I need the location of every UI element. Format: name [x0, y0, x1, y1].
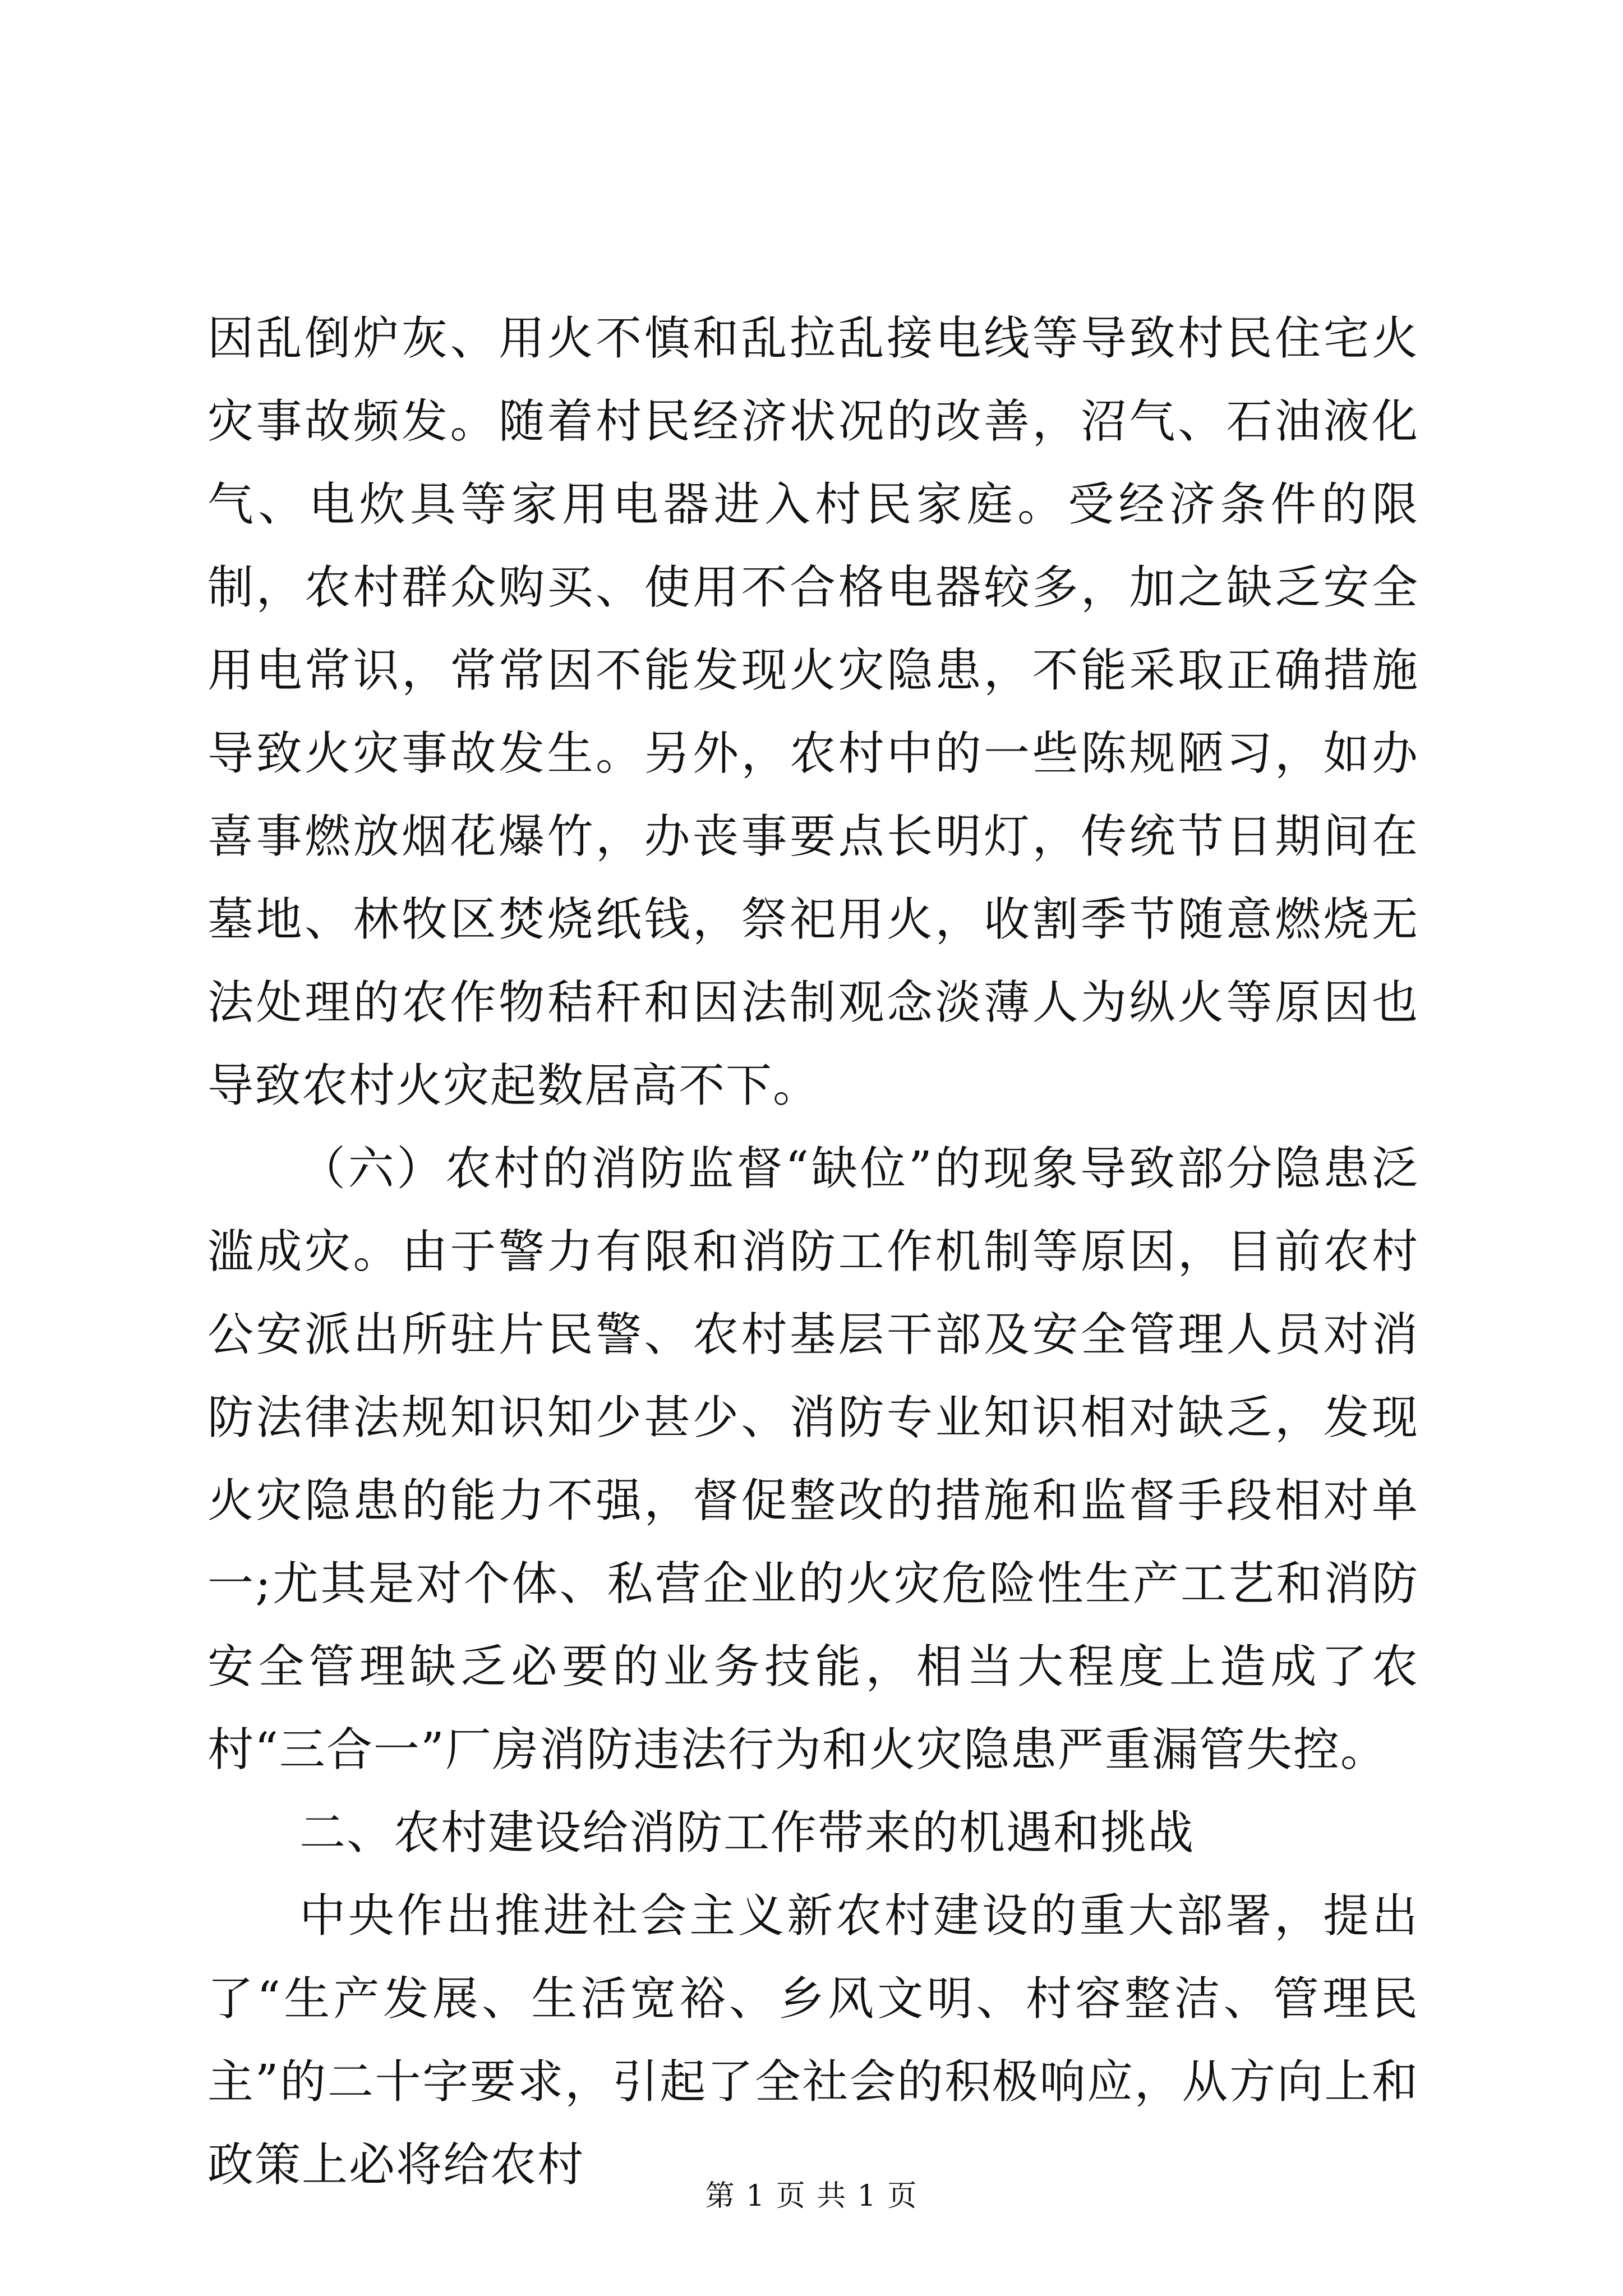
paragraph-central-deployment: 中央作出推进社会主义新农村建设的重大部署，提出了“生产发展、生活宽裕、乡风文明、村容整洁、管理民主”的二十字要求，引起了全社会的积极响应，从方向上和政策上必将给农村: [208, 1889, 1419, 2192]
page-footer: 第 1 页 共 1 页: [705, 2179, 918, 2213]
section-heading-two: 二、农村建设给消防工作带来的机遇和挑战: [299, 1806, 1195, 1860]
document-body: [208, 297, 1419, 2207]
paragraph-section-six: （六）农村的消防监督“缺位”的现象导致部分隐患泛滥成灾。由于警力有限和消防工作机制等原因，目前农村公安派出所驻片民警、农村基层干部及安全管理人员对消防法律法规知识知少甚少、消防专业知识相对缺乏，发现火灾隐患的能力不强，督促整改的措施和监督手段相对单一;尤其是对个体、私营企业的火灾危险性生产工艺和消防安全管理缺乏必要的业务技能，相当大程度上造成了农村“三合一”厂房消防违法行为和火灾隐患严重漏管失控。: [208, 1142, 1419, 1777]
paragraph-continuation: 因乱倒炉灰、用火不慎和乱拉乱接电线等导致村民住宅火灾事故频发。随着村民经济状况的改善，沼气、石油液化气、电炊具等家用电器进入村民家庭。受经济条件的限制，农村群众购买、使用不合格电器较多，加之缺乏安全用电常识，常常因不能发现火灾隐患，不能采取正确措施导致火灾事故发生。另外，农村中的一些陈规陋习，如办喜事燃放烟花爆竹，办丧事要点长明灯，传统节日期间在墓地、林牧区焚烧纸钱，祭祀用火，收割季节随意燃烧无法处理的农作物秸秆和因法制观念淡薄人为纵火等原因也导致农村火灾起数居高不下。: [208, 312, 1419, 1112]
